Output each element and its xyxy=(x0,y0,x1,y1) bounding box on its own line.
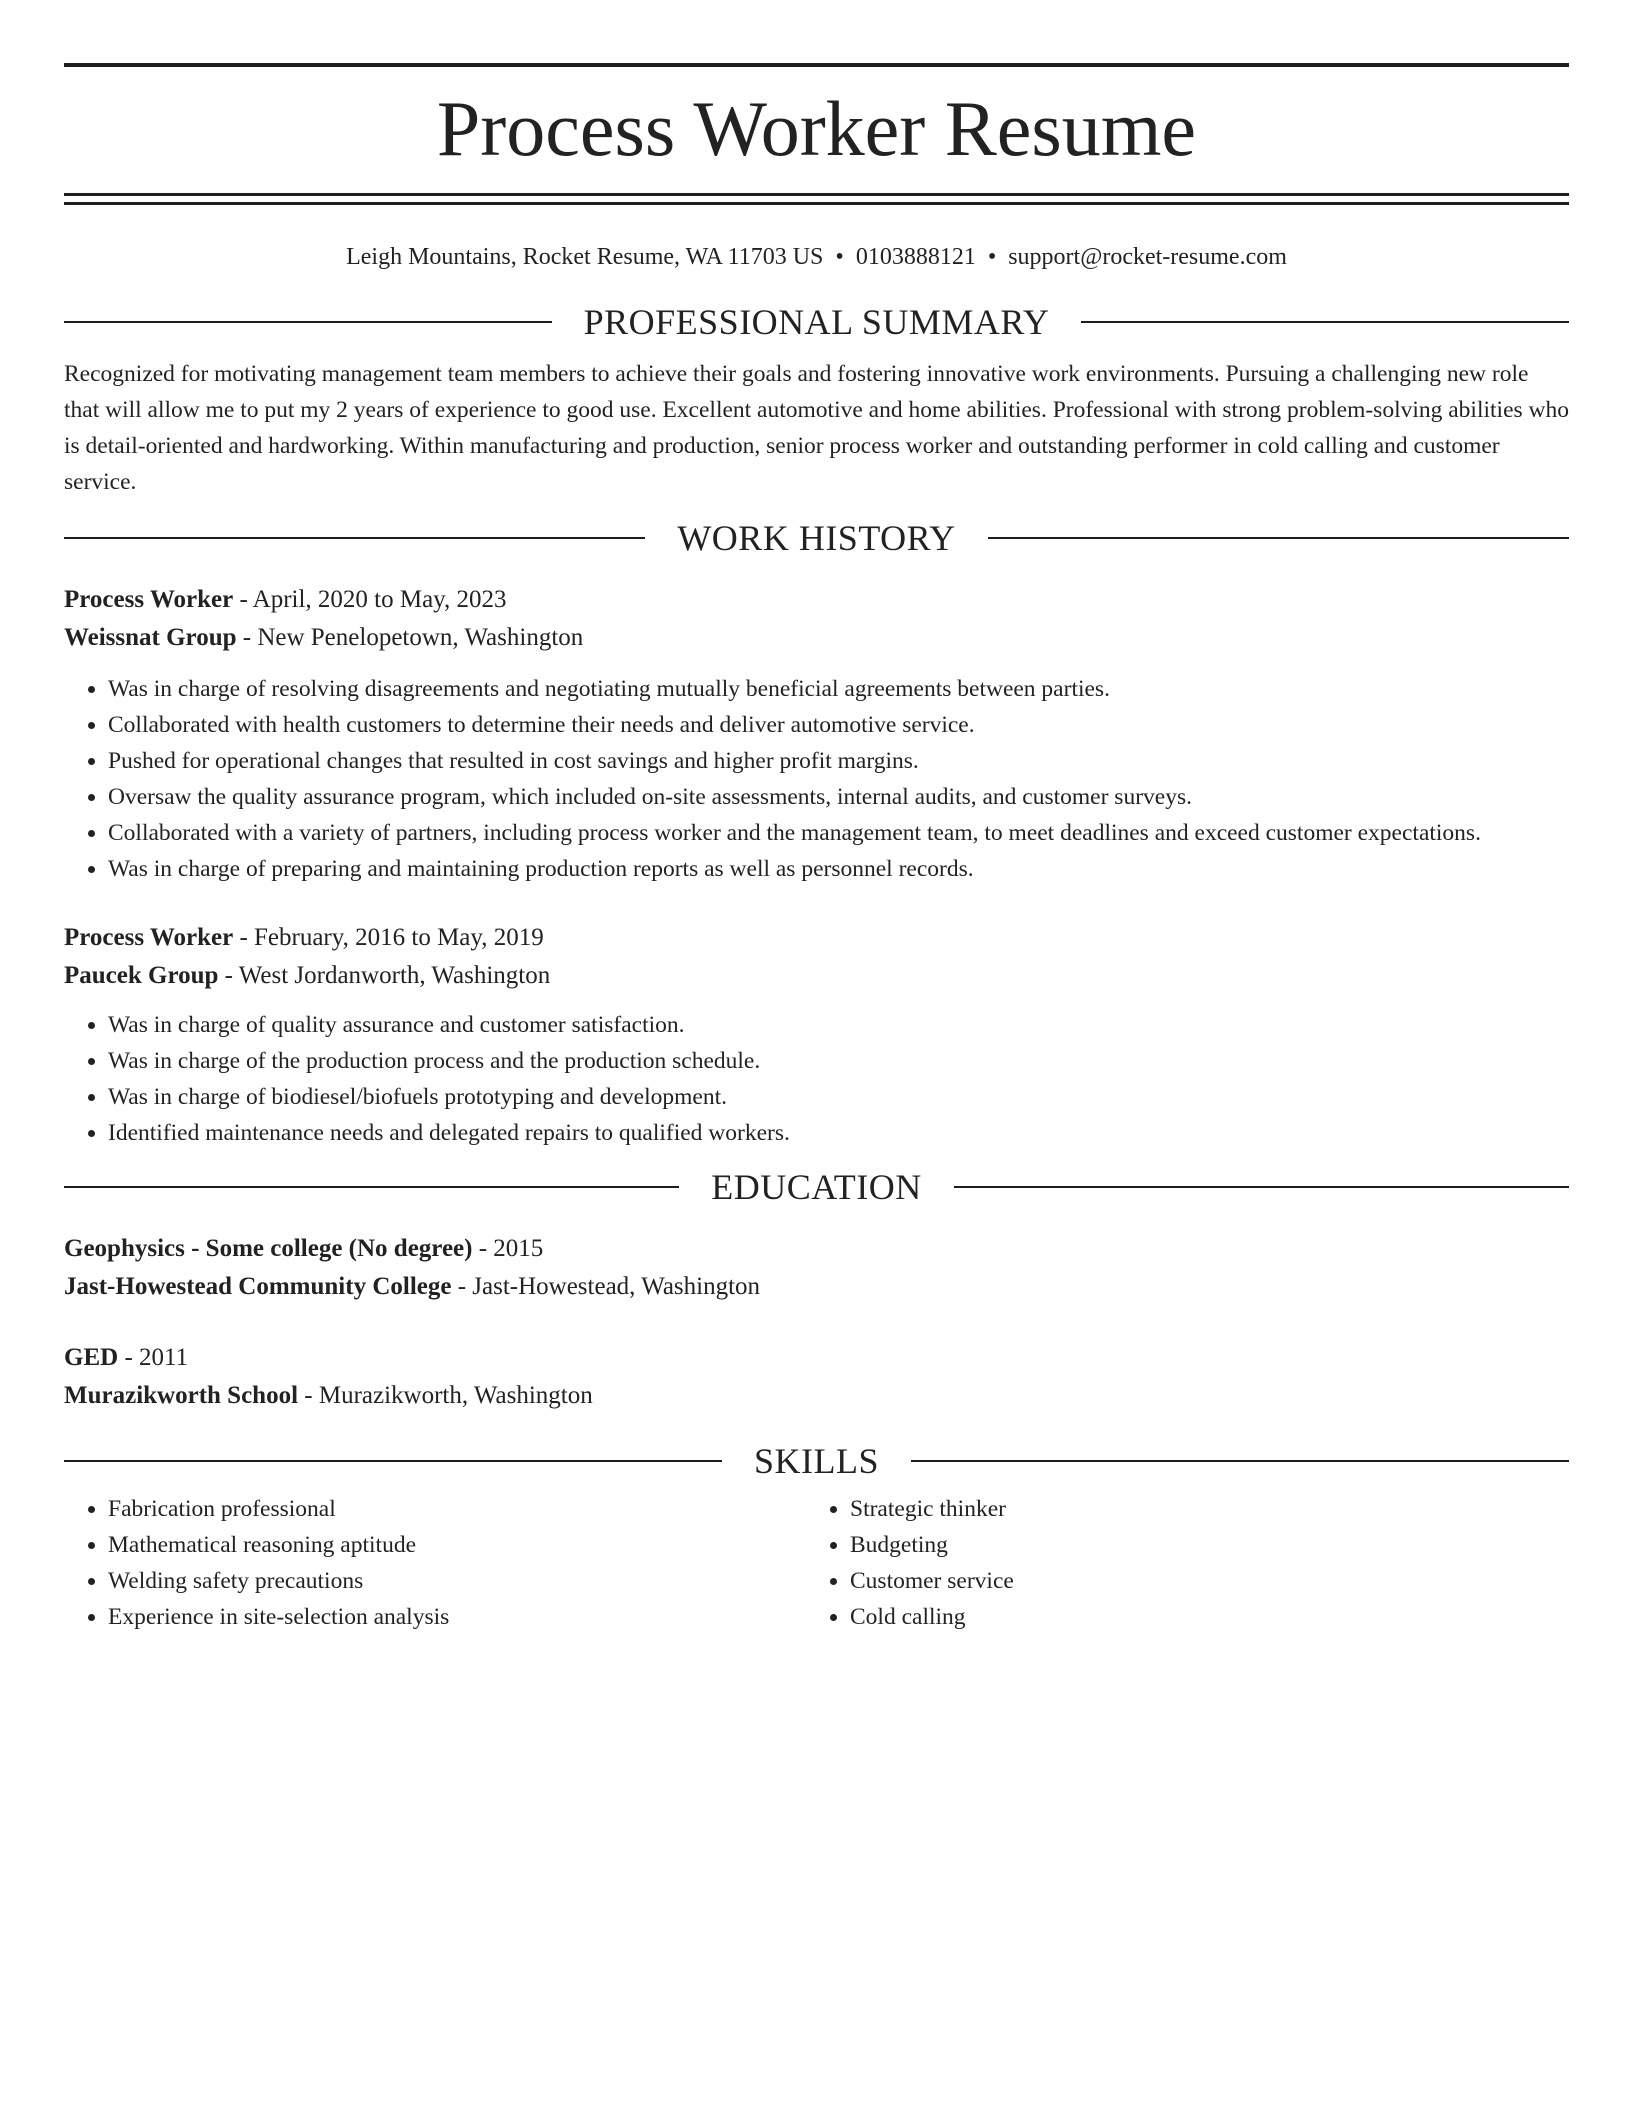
skill-item: • Strategic thinker xyxy=(850,1491,1548,1527)
work-heading: WORK HISTORY xyxy=(677,518,956,558)
education-year: - 2011 xyxy=(118,1344,189,1371)
job-entry xyxy=(64,919,1569,1151)
heading-rule-left xyxy=(64,321,552,323)
job-bullet: • Collaborated with health customers to determine their needs and deliver automotive service. xyxy=(108,707,1569,743)
heading-rule-left xyxy=(64,1186,679,1188)
job-title-line xyxy=(64,581,1569,619)
contact-separator: • xyxy=(835,244,844,270)
job-company-line xyxy=(64,957,1569,995)
title-rule-upper xyxy=(64,193,1569,196)
education-degree: Geophysics - Some college (No degree) xyxy=(64,1235,473,1262)
skill-item: • Cold calling xyxy=(850,1599,1548,1635)
job-dates: - February, 2016 to May, 2019 xyxy=(233,924,544,951)
education-degree: GED xyxy=(64,1344,119,1371)
heading-rule-right xyxy=(911,1460,1569,1462)
heading-rule-right xyxy=(1081,321,1569,323)
job-bullets xyxy=(64,1007,1569,1151)
education-year: - 2015 xyxy=(472,1235,544,1262)
skill-item: • Fabrication professional xyxy=(108,1491,806,1527)
skills-column-right xyxy=(806,1491,1548,1635)
contact-separator: • xyxy=(987,244,997,270)
job-dates: - April, 2020 to May, 2023 xyxy=(233,586,507,613)
job-bullet: • Identified maintenance needs and delegated repairs to qualified workers. xyxy=(108,1115,1569,1151)
job-company: Paucek Group xyxy=(64,962,219,989)
education-heading: EDUCATION xyxy=(711,1167,922,1207)
skills-column-left xyxy=(64,1491,806,1635)
skill-item: • Customer service xyxy=(850,1563,1548,1599)
skill-item: • Experience in site-selection analysis xyxy=(108,1599,806,1635)
education-school-line xyxy=(64,1377,1569,1415)
contact-phone: 0103888121 xyxy=(855,244,976,270)
education-school: Murazikworth School xyxy=(64,1382,299,1409)
job-bullet: • Was in charge of the production process and the production schedule. xyxy=(108,1043,1569,1079)
job-bullet: • Pushed for operational changes that resulted in cost savings and higher profit margins. xyxy=(108,743,1569,779)
resume-title: Process Worker Resume xyxy=(436,85,1197,172)
job-title-line xyxy=(64,919,1569,957)
skill-item: • Welding safety precautions xyxy=(108,1563,806,1599)
education-entry xyxy=(64,1339,1569,1415)
resume-page xyxy=(64,0,1569,1635)
contact-address: Leigh Mountains, Rocket Resume, WA 11703 US xyxy=(346,244,824,270)
heading-rule-right xyxy=(988,537,1569,539)
contact-line xyxy=(64,242,1569,272)
top-rule xyxy=(64,63,1569,67)
skill-item: • Budgeting xyxy=(850,1527,1548,1563)
education-degree-line xyxy=(64,1230,1569,1268)
job-bullet: • Was in charge of resolving disagreements and negotiating mutually beneficial agreements between parties. xyxy=(108,671,1569,707)
heading-rule-left xyxy=(64,537,645,539)
job-title: Process Worker xyxy=(64,924,234,951)
job-entry xyxy=(64,581,1569,887)
skill-item: • Mathematical reasoning aptitude xyxy=(108,1527,806,1563)
summary-heading: PROFESSIONAL SUMMARY xyxy=(583,302,1050,342)
job-company-line xyxy=(64,619,1569,657)
education-section-heading xyxy=(64,1167,1569,1207)
job-bullet: • Oversaw the quality assurance program, which included on-site assessments, internal audits, and customer surveys. xyxy=(108,779,1569,815)
heading-rule-right xyxy=(954,1186,1569,1188)
job-bullet: • Was in charge of quality assurance and customer satisfaction. xyxy=(108,1007,1569,1043)
job-bullet: • Collaborated with a variety of partners, including process worker and the management team, to meet deadlines and exceed customer expectations. xyxy=(108,815,1569,851)
education-location: - Murazikworth, Washington xyxy=(298,1382,593,1409)
job-title: Process Worker xyxy=(64,586,234,613)
job-location: - West Jordanworth, Washington xyxy=(218,962,551,989)
job-bullets xyxy=(64,671,1569,887)
summary-text: Recognized for motivating management team members to achieve their goals and fostering innovative work environments. Pursuing a challenging new role that will allow me to put my 2 years of experience to good use. Excellent automotive and home abilities. Professional with strong problem-solving abilities who is detail-oriented and hardworking. Within manufacturing and production, senior process worker and outstanding performer in cold calling and customer service. xyxy=(64,361,1569,495)
education-school-line xyxy=(64,1268,1569,1306)
work-section-heading xyxy=(64,518,1569,558)
skills-heading: SKILLS xyxy=(754,1441,880,1481)
education-location: - Jast-Howestead, Washington xyxy=(451,1273,761,1300)
contact-email: support@rocket-resume.com xyxy=(1008,244,1287,270)
skills-grid xyxy=(64,1491,1569,1635)
summary-section-heading xyxy=(64,302,1569,342)
job-bullet: • Was in charge of preparing and maintaining production reports as well as personnel records. xyxy=(108,851,1569,887)
job-company: Weissnat Group xyxy=(64,624,237,651)
education-entry xyxy=(64,1230,1569,1306)
skills-section-heading xyxy=(64,1441,1569,1481)
job-bullet: • Was in charge of biodiesel/biofuels prototyping and development. xyxy=(108,1079,1569,1115)
education-degree-line xyxy=(64,1339,1569,1377)
job-location: - New Penelopetown, Washington xyxy=(236,624,584,651)
heading-rule-left xyxy=(64,1460,722,1462)
education-school: Jast-Howestead Community College xyxy=(64,1273,452,1300)
title-rule-lower xyxy=(64,202,1569,205)
